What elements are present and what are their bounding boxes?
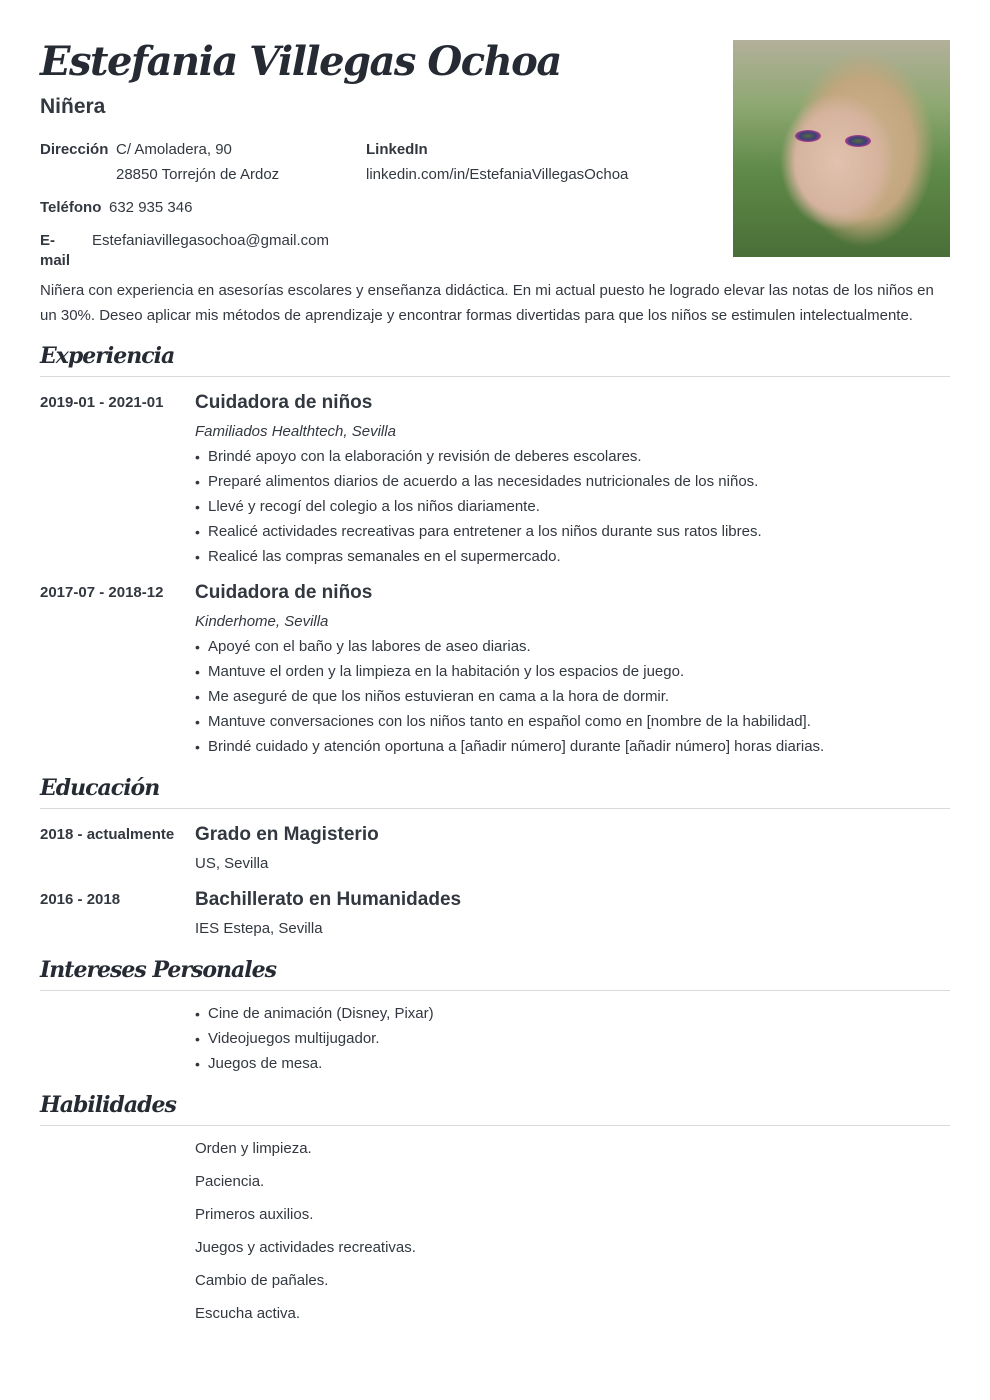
entry-bullets	[195, 637, 824, 762]
profile-summary: Niñera con experiencia en asesorías escolares y enseñanza didáctica. En mi actual puesto he logrado elevar las notas de los niños en un 30%. Deseo aplicar mis métodos de aprendizaje y encontrar formas divertidas para que los niños se estimulen intelectualmente.	[40, 282, 934, 324]
candidate-name: Estefania Villegas Ochoa	[40, 38, 561, 85]
bullet-item: • Llevé y recogí del colegio a los niños diariamente.	[195, 497, 762, 522]
skill-item: Juegos y actividades recreativas.	[195, 1239, 416, 1256]
interests-list	[195, 1004, 434, 1079]
entry-company: Familiados Healthtech, Sevilla	[195, 423, 396, 440]
entry-school: IES Estepa, Sevilla	[195, 920, 323, 937]
entry-dates: 2016 - 2018	[40, 891, 121, 908]
entry-company: Kinderhome, Sevilla	[195, 613, 329, 630]
skill-item: Orden y limpieza.	[195, 1140, 312, 1157]
email-label: E-mail	[40, 232, 71, 269]
interest-item: • Videojuegos multijugador.	[195, 1029, 434, 1054]
phone-value: 632 935 346	[109, 199, 193, 216]
section-title-education: Educación	[40, 775, 160, 801]
photo-eye-left	[795, 130, 821, 142]
phone-label: Teléfono	[40, 199, 102, 216]
photo-eyes	[793, 130, 875, 150]
resume-page	[40, 0, 950, 1322]
bullet-item: • Brindé apoyo con la elaboración y revisión de deberes escolares.	[195, 447, 762, 472]
entry-school: US, Sevilla	[195, 855, 269, 872]
skill-item: Primeros auxilios.	[195, 1206, 314, 1223]
section-title-skills: Habilidades	[40, 1092, 176, 1118]
bullet-item: • Mantuve el orden y la limpieza en la habitación y los espacios de juego.	[195, 662, 824, 687]
bullet-item: • Mantuve conversaciones con los niños tanto en español como en [nombre de la habilidad].	[195, 712, 824, 737]
resume-header	[40, 0, 950, 269]
entry-dates: 2018 - actualmente	[40, 826, 175, 843]
bullet-item: • Preparé alimentos diarios de acuerdo a las necesidades nutricionales de los niños.	[195, 472, 762, 497]
interest-item: • Juegos de mesa.	[195, 1054, 434, 1079]
address-line-1: C/ Amoladera, 90	[116, 141, 232, 158]
linkedin-label: LinkedIn	[366, 141, 428, 158]
bullet-item: • Apoyé con el baño y las labores de aseo diarias.	[195, 637, 824, 662]
entry-degree: Grado en Magisterio	[195, 824, 379, 845]
entry-dates: 2019-01 - 2021-01	[40, 394, 164, 411]
linkedin-link[interactable]: linkedin.com/in/EstefaniaVillegasOchoa	[366, 166, 629, 183]
section-divider	[40, 808, 950, 809]
section-title-experience: Experiencia	[40, 343, 175, 369]
section-divider	[40, 1125, 950, 1126]
profile-photo	[733, 40, 950, 257]
skills-list	[195, 1139, 416, 1337]
address-line-2: 28850 Torrejón de Ardoz	[116, 166, 280, 183]
entry-dates: 2017-07 - 2018-12	[40, 584, 164, 601]
bullet-item: • Realicé las compras semanales en el supermercado.	[195, 547, 762, 572]
interest-item: • Cine de animación (Disney, Pixar)	[195, 1004, 434, 1029]
job-title: Niñera	[40, 95, 106, 118]
address-label: Dirección	[40, 141, 109, 158]
entry-bullets	[195, 447, 762, 572]
section-divider	[40, 376, 950, 377]
entry-degree: Bachillerato en Humanidades	[195, 889, 462, 910]
bullet-item: • Me aseguré de que los niños estuvieran en cama a la hora de dormir.	[195, 687, 824, 712]
skill-item: Cambio de pañales.	[195, 1272, 329, 1289]
skill-item: Escucha activa.	[195, 1305, 301, 1322]
section-divider	[40, 990, 950, 991]
entry-role: Cuidadora de niños	[195, 582, 373, 603]
photo-eye-right	[845, 135, 871, 147]
email-link[interactable]: Estefaniavillegasochoa@gmail.com	[92, 232, 330, 249]
bullet-item: • Brindé cuidado y atención oportuna a [añadir número] durante [añadir número] horas diarias.	[195, 737, 824, 762]
section-title-interests: Intereses Personales	[40, 957, 277, 983]
skill-item: Paciencia.	[195, 1173, 265, 1190]
entry-role: Cuidadora de niños	[195, 392, 373, 413]
bullet-item: • Realicé actividades recreativas para entretener a los niños durante sus ratos libres.	[195, 522, 762, 547]
